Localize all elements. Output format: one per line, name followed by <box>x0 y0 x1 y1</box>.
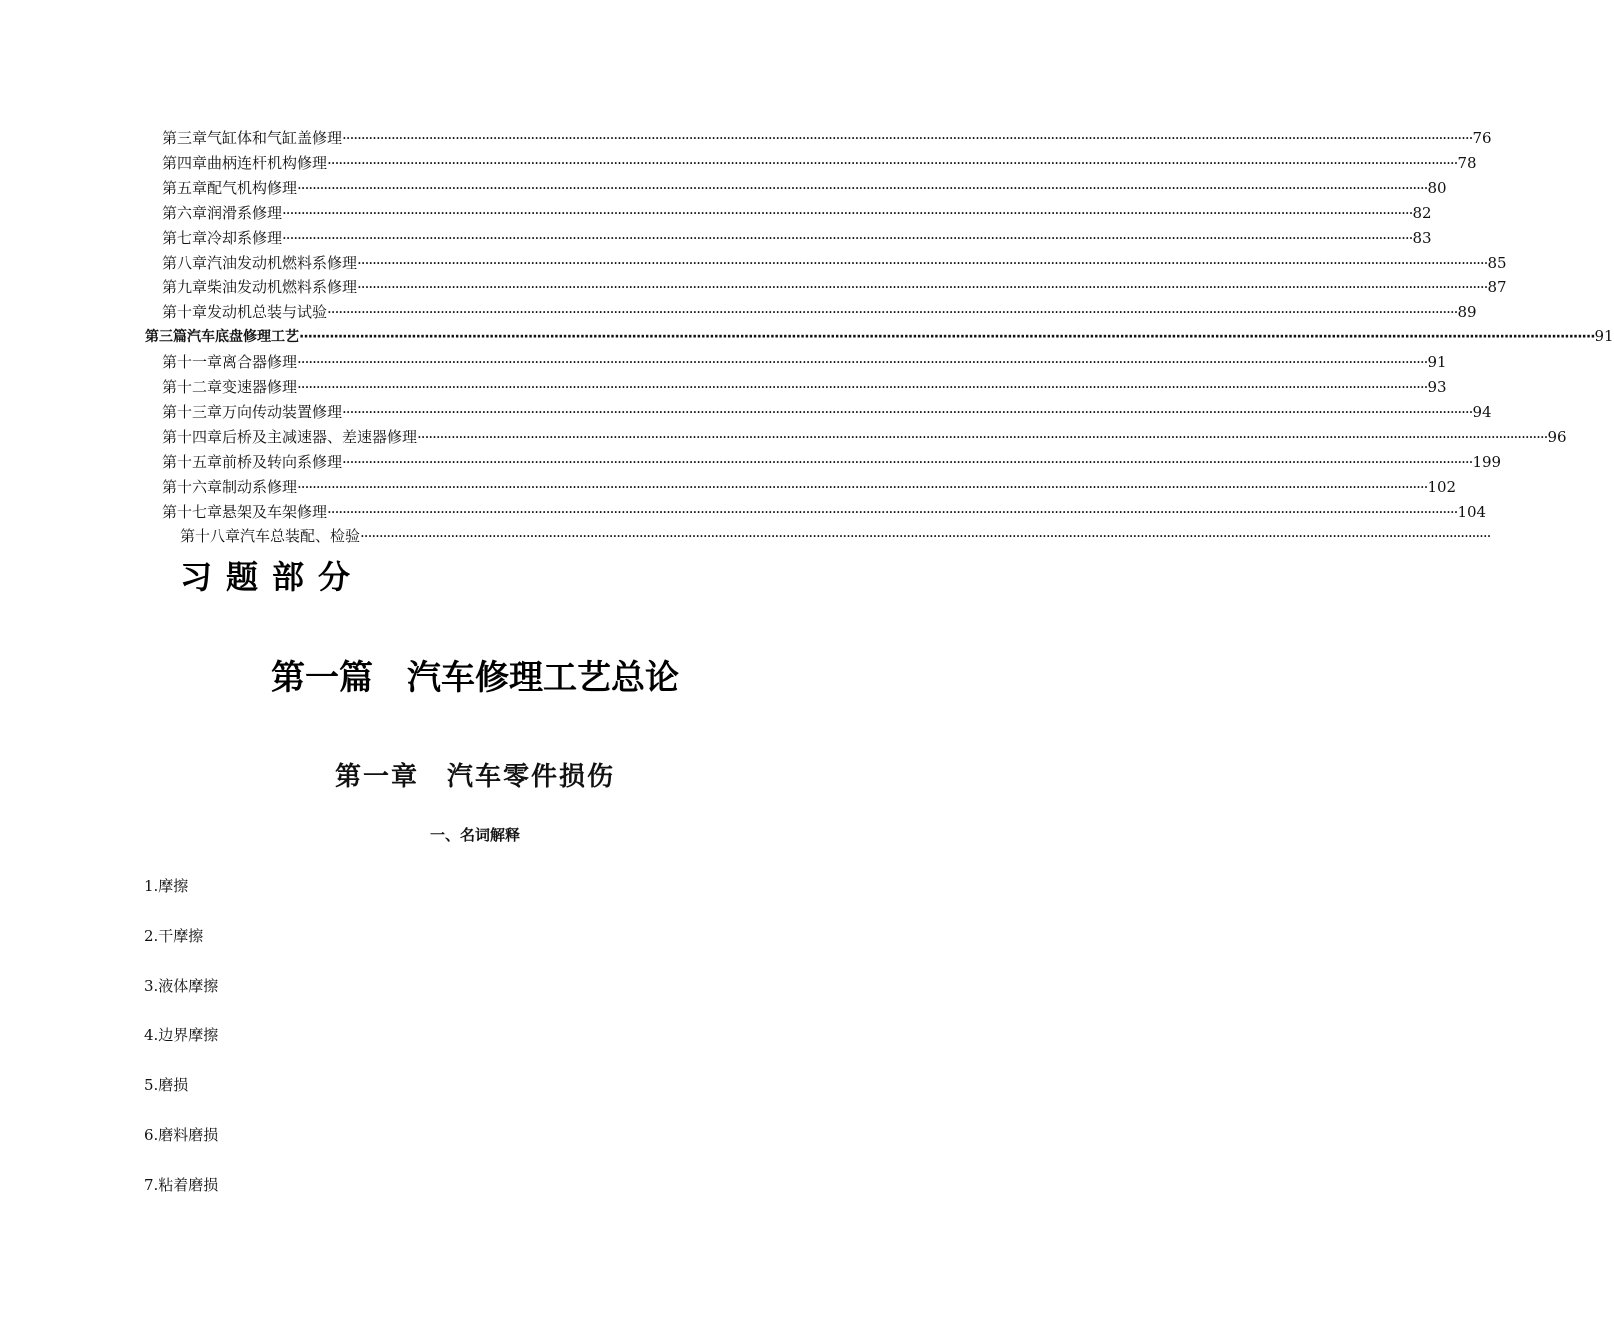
toc-entry-title: 汽油发动机燃料系修理 <box>207 253 358 272</box>
toc-chapter-entry <box>162 127 1492 149</box>
toc-dot-leader: ············································································································································································································································································································ <box>327 153 1458 172</box>
toc-chapter-entry <box>162 177 1447 199</box>
chapter-title: 第一章 汽车零件损伤 <box>334 762 615 792</box>
section-title: 一、名词解释 <box>429 826 520 844</box>
toc-entry-label: 第十八章 <box>180 527 241 546</box>
toc-entry-title: 柴油发动机燃料系修理 <box>207 278 358 297</box>
term-item: 6.磨料磨损 <box>144 1126 219 1144</box>
toc-entry-title: 配气机构修理 <box>207 178 298 197</box>
toc-entry-label: 第八章 <box>162 253 208 272</box>
toc-chapter-entry <box>180 525 1491 547</box>
toc-entry-label: 第十七章 <box>162 502 223 521</box>
toc-entry-page: 93 <box>1427 378 1447 396</box>
toc-entry-title: 悬架及车架修理 <box>222 502 328 521</box>
toc-entry-title: 制动系修理 <box>222 477 298 496</box>
toc-dot-leader: ············································································································································································································································································································ <box>360 527 1491 546</box>
toc-dot-leader: ············································································································································································································································································································ <box>297 178 1428 197</box>
toc-dot-leader: ············································································································································································································································································································ <box>327 502 1458 521</box>
term-item: 5.磨损 <box>144 1076 189 1095</box>
toc-entry-label: 第十二章 <box>162 378 223 396</box>
toc-entry-page: 89 <box>1457 303 1477 322</box>
toc-entry-page: 85 <box>1487 253 1507 272</box>
toc-entry-label: 第三章 <box>162 129 208 147</box>
term-item: 4.边界摩擦 <box>144 1026 219 1045</box>
toc-dot-leader: ············································································································································································································································································································ <box>417 427 1548 446</box>
toc-dot-leader: ············································································································································································································································································································ <box>342 402 1473 421</box>
toc-chapter-entry <box>162 476 1457 498</box>
toc-entry-page: 76 <box>1472 129 1492 147</box>
toc-entry-title: 离合器修理 <box>222 353 298 372</box>
toc-entry-page: 91 <box>1594 327 1614 346</box>
toc-chapter-entry <box>162 376 1447 398</box>
toc-chapter-entry <box>162 401 1492 423</box>
toc-dot-leader: ············································································································································································································································································································ <box>297 378 1428 396</box>
toc-dot-leader: ············································································································································································································································································································ <box>342 129 1473 147</box>
toc-chapter-entry <box>162 301 1477 323</box>
toc-chapter-entry <box>162 276 1507 298</box>
toc-entry-title: 后桥及主减速器、差速器修理 <box>222 427 418 446</box>
toc-entry-page: 83 <box>1412 228 1432 247</box>
toc-dot-leader: ············································································································································································································································································································ <box>342 452 1473 471</box>
toc-entry-title: 前桥及转向系修理 <box>222 452 343 471</box>
toc-entry-label: 第六章 <box>162 203 208 222</box>
toc-dot-leader: ············································································································································································································································································································ <box>327 303 1458 322</box>
toc-entry-title: 润滑系修理 <box>207 203 283 222</box>
toc-chapter-entry <box>162 351 1447 373</box>
toc-entry-label: 第七章 <box>162 228 208 247</box>
toc-entry-page: 96 <box>1547 427 1567 446</box>
term-item: 1.摩擦 <box>144 877 189 895</box>
toc-entry-page: 91 <box>1427 353 1447 372</box>
toc-entry-page: 87 <box>1487 278 1507 297</box>
toc-chapter-entry <box>162 426 1567 448</box>
term-item: 7.粘着磨损 <box>144 1175 219 1194</box>
toc-entry-title: 气缸体和气缸盖修理 <box>207 129 343 147</box>
toc-entry-page: 94 <box>1472 402 1492 421</box>
toc-entry-label: 第十一章 <box>162 353 223 372</box>
toc-dot-leader: ············································································································································································································································································································ <box>297 353 1428 372</box>
toc-entry-label: 第十五章 <box>162 452 223 471</box>
toc-entry-label: 第十四章 <box>162 427 223 446</box>
term-item: 3.液体摩擦 <box>144 976 219 995</box>
toc-entry-title: 汽车底盘修理工艺 <box>187 329 299 346</box>
toc-chapter-entry <box>162 227 1432 249</box>
toc-entry-label: 第十章 <box>162 303 208 322</box>
toc-entry-page: 199 <box>1472 452 1502 471</box>
toc-dot-leader: ············································································································································································································································································································ <box>357 278 1488 297</box>
toc-entry-label: 第九章 <box>162 278 208 297</box>
toc-chapter-entry <box>162 451 1502 473</box>
toc-entry-title: 曲柄连杆机构修理 <box>207 153 328 172</box>
toc-entry-label: 第十六章 <box>162 477 223 496</box>
toc-chapter-entry <box>162 152 1477 174</box>
toc-entry-label: 第三篇 <box>145 329 187 346</box>
toc-entry-label: 第五章 <box>162 178 208 197</box>
toc-chapter-entry <box>162 501 1487 523</box>
toc-chapter-entry <box>162 202 1432 224</box>
toc-entry-page: 78 <box>1457 153 1477 172</box>
toc-part-entry <box>145 326 1614 348</box>
toc-dot-leader: ············································································································································································································································································································ <box>297 477 1428 496</box>
term-item: 2.干摩擦 <box>144 926 204 945</box>
toc-dot-leader: ············································································································································································································································································································ <box>357 253 1488 272</box>
part-title: 第一篇 汽车修理工艺总论 <box>271 658 679 698</box>
toc-chapter-entry <box>162 252 1507 274</box>
toc-entry-title: 万向传动装置修理 <box>222 402 343 421</box>
toc-entry-page: 102 <box>1427 477 1457 496</box>
toc-dot-leader: ············································································································································································································································································································ <box>282 228 1413 247</box>
exercise-section-heading: 习题部分 <box>180 558 365 596</box>
toc-entry-page: 104 <box>1457 502 1487 521</box>
toc-entry-title: 变速器修理 <box>222 378 298 396</box>
toc-entry-title: 冷却系修理 <box>207 228 283 247</box>
toc-entry-label: 第四章 <box>162 153 208 172</box>
toc-entry-page: 80 <box>1427 178 1447 197</box>
toc-entry-title: 汽车总装配、检验 <box>240 527 361 546</box>
toc-entry-title: 发动机总装与试验 <box>207 303 328 322</box>
toc-entry-label: 第十三章 <box>162 402 223 421</box>
toc-entry-page: 82 <box>1412 203 1432 222</box>
toc-dot-leader: ············································································································································································································································································································ <box>299 329 1595 346</box>
toc-dot-leader: ············································································································································································································································································································ <box>282 203 1413 222</box>
